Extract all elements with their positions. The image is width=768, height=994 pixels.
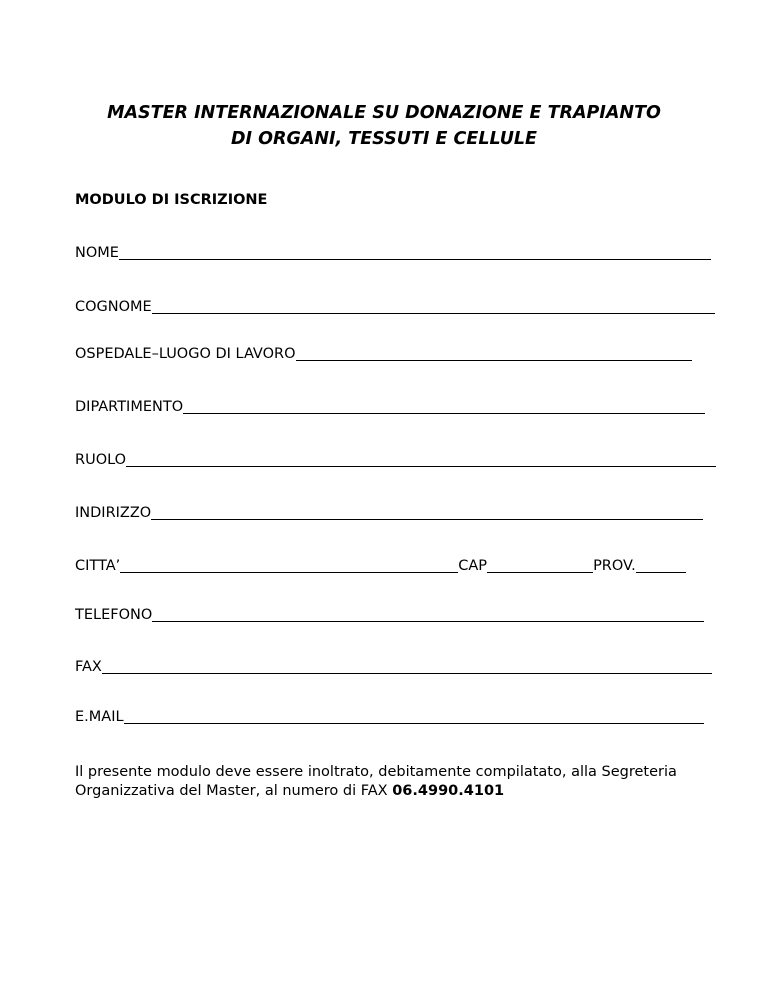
prov-input-line[interactable] (636, 558, 686, 573)
email-label: E.MAIL (75, 709, 124, 725)
ospedale-row (75, 345, 692, 363)
citta-label: CITTA’ (75, 558, 121, 574)
indirizzo-row (75, 504, 703, 522)
telefono-row (75, 606, 704, 624)
fax-input-line[interactable] (102, 659, 712, 674)
document-title (0, 100, 768, 152)
ospedale-label: OSPEDALE–LUOGO DI LAVORO (75, 346, 296, 362)
nome-input-line[interactable] (119, 245, 711, 260)
ruolo-input-line[interactable] (126, 452, 716, 467)
title-line-2: DI ORGANI, TESSUTI E CELLULE (230, 129, 538, 149)
dipartimento-input-line[interactable] (183, 399, 705, 414)
cognome-row (75, 298, 715, 316)
ruolo-row (75, 451, 716, 469)
note-text: Il presente modulo deve essere inoltrato, debitamente compilatato, alla Segreteria Organizzativa del Master, al numero di FAX (75, 764, 677, 799)
cognome-label: COGNOME (75, 299, 152, 315)
email-row (75, 708, 704, 726)
nome-row (75, 244, 711, 262)
cap-label: CAP (458, 558, 488, 574)
title-line-1: MASTER INTERNAZIONALE SU DONAZIONE E TRAPIANTO (107, 103, 661, 123)
email-input-line[interactable] (124, 709, 704, 724)
telefono-label: TELEFONO (75, 607, 153, 623)
telefono-input-line[interactable] (152, 607, 704, 622)
ruolo-label: RUOLO (75, 452, 127, 468)
citta-row (75, 557, 686, 575)
nome-label: NOME (75, 245, 119, 261)
citta-input-line[interactable] (120, 558, 458, 573)
dipartimento-row (75, 398, 705, 416)
prov-label: PROV. (593, 558, 636, 574)
submission-note (75, 763, 735, 801)
indirizzo-label: INDIRIZZO (75, 505, 152, 521)
fax-label: FAX (75, 659, 102, 675)
cap-input-line[interactable] (487, 558, 593, 573)
fax-number: 06.4990.4101 (392, 783, 505, 799)
cognome-input-line[interactable] (152, 299, 715, 314)
dipartimento-label: DIPARTIMENTO (75, 399, 184, 415)
ospedale-input-line[interactable] (296, 346, 692, 361)
indirizzo-input-line[interactable] (151, 505, 703, 520)
form-subtitle: MODULO DI ISCRIZIONE (75, 192, 268, 208)
fax-row (75, 658, 712, 676)
